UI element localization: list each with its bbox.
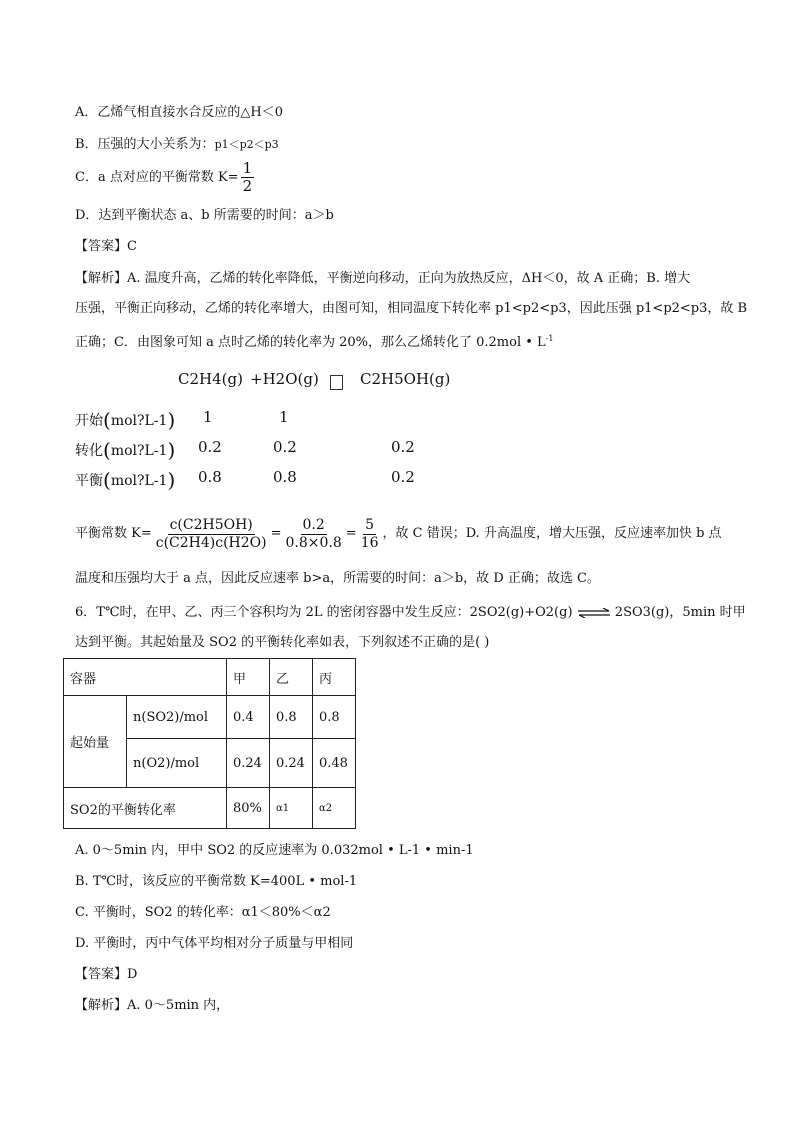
ice-row-eq-v3: 0.2 [391,468,415,486]
q5-analysis-line1: 【解析】A. 温度升高，乙烯的转化率降低，平衡逆向移动，正向为放热反应，ΔH＜0，故 A 正确；B. 增大 [75,271,691,286]
table-cell: 0.48 [313,739,356,788]
table-cell: α2 [313,788,356,829]
ice-row-change-v2: 0.2 [273,438,297,456]
q5-option-d: D．达到平衡状态 a、b 所需要的时间：a＞b [75,208,334,223]
q5-analysis-line3-sup: -1 [545,334,554,343]
q5-option-c-prefix: C．a 点对应的平衡常数 K= [75,170,239,185]
k-tail: ，故 C 错误；D. 升高温度，增大压强，反应速率加快 b 点 [382,526,722,541]
q5-analysis-line3-text: 正确；C．由图象可知 a 点时乙烯的转化率为 20%，那么乙烯转化了 0.2mol • L [75,335,546,350]
table-cell: 0.8 [270,696,313,739]
table-r1-label: n(SO2)/mol [127,696,227,739]
equilibrium-symbol-icon [330,372,343,390]
q5-analysis-line2: 压强，平衡正向移动，乙烯的转化率增大，由图可知，相同温度下转化率 p1<p2<p3，因此压强 p1<p2<p3，故 B [75,301,748,316]
q6-stem-line2: 达到平衡。其起始量及 SO2 的平衡转化率如表，下列叙述不正确的是( ) [75,635,490,650]
k-fraction-2: $\frac{0.2}{0.8\times 0.8}$ [285,516,342,551]
table-header-container: 容器 [64,659,227,696]
q5-option-c [75,160,256,195]
q5-option-b-prefix: B．压强的大小关系为： [75,137,215,152]
q6-option-b: B. T℃时，该反应的平衡常数 K=400L • mol-1 [75,874,358,889]
table-header-yi: 乙 [270,659,313,696]
table-row [64,788,356,829]
q5-option-a: A．乙烯气相直接水合反应的△H＜0 [75,105,283,120]
q5-option-b [75,136,279,154]
q6-data-table [63,658,356,829]
q5-answer: 【答案】C [75,239,137,254]
table-cell: 0.4 [227,696,270,739]
table-cell: 0.8 [313,696,356,739]
q5-option-c-den: 2 [242,177,253,195]
q6-option-d: D. 平衡时，丙中气体平均相对分子质量与甲相同 [75,936,354,951]
q6-option-a: A. 0～5min 内，甲中 SO2 的反应速率为 0.032mol • L-1 • min-1 [75,843,474,858]
ice-row-change-v3: 0.2 [391,438,415,456]
k-expression-line: 平衡常数 K= $\frac{c(C2H5OH)}{c(C2H4)c(H2O)}$ = $\frac{0.2}{0.8\times 0.8}$ = $\frac{5}{16}$ ，故 C 错误；D. 升高温度，增大压强，反应速率加快 b 点 [75,516,722,551]
q5-analysis-end: 温度和压强均大于 a 点，因此反应速率 b>a，所需要的时间：a＞b，故 D 正确；故选 C。 [75,571,600,586]
ice-row-start-v1: 1 [203,408,213,426]
table-cell: α1 [270,788,313,829]
table-start-label: 起始量 [64,696,127,788]
ice-row-eq-v1: 0.8 [198,468,222,486]
ice-row-change-label: 转化(mol?L-1) [75,438,176,462]
k-fraction-1: $\frac{c(C2H5OH)}{c(C2H4)c(H2O)}$ [155,516,267,551]
table-header-bing: 丙 [313,659,356,696]
q5-option-c-num: 1 [242,159,253,177]
reaction-reactant-1: C2H4(g) [178,370,243,388]
q5-analysis-line3 [75,330,553,352]
table-row [64,659,356,696]
ice-row-start-v2: 1 [279,408,289,426]
table-r3-label: SO2的平衡转化率 [64,788,227,829]
table-r2-label: n(O2)/mol [127,739,227,788]
k-label: 平衡常数 K= [75,526,152,541]
q5-option-c-fraction [241,160,255,195]
table-cell: 80% [227,788,270,829]
q6-analysis: 【解析】A. 0～5min 内， [75,998,230,1013]
table-header-jia: 甲 [227,659,270,696]
table-cell: 0.24 [270,739,313,788]
k-fraction-3: $\frac{5}{16}$ [360,516,379,551]
reaction-product: C2H5OH(g) [360,370,451,388]
q6-stem-line1: 6．T℃时，在甲、乙、丙三个容积均为 2L 的密闭容器中发生反应：2SO2(g)+O2(g) 2SO3(g)，5min 时甲 [75,605,746,620]
ice-row-eq-label: 平衡(mol?L-1) [75,468,176,492]
table-cell: 0.24 [227,739,270,788]
ice-row-change-v1: 0.2 [198,438,222,456]
q5-option-b-relation: p1＜p2＜p3 [214,138,279,151]
q6-option-c: C. 平衡时，SO2 的转化率：α1＜80%＜α2 [75,905,331,920]
ice-row-eq-v2: 0.8 [273,468,297,486]
ice-row-start-label: 开始(mol?L-1) [75,408,176,432]
reaction-reactant-2: +H2O(g) [250,370,319,388]
equilibrium-arrow-icon [577,608,611,618]
table-row [64,696,356,739]
q6-answer: 【答案】D [75,967,138,982]
